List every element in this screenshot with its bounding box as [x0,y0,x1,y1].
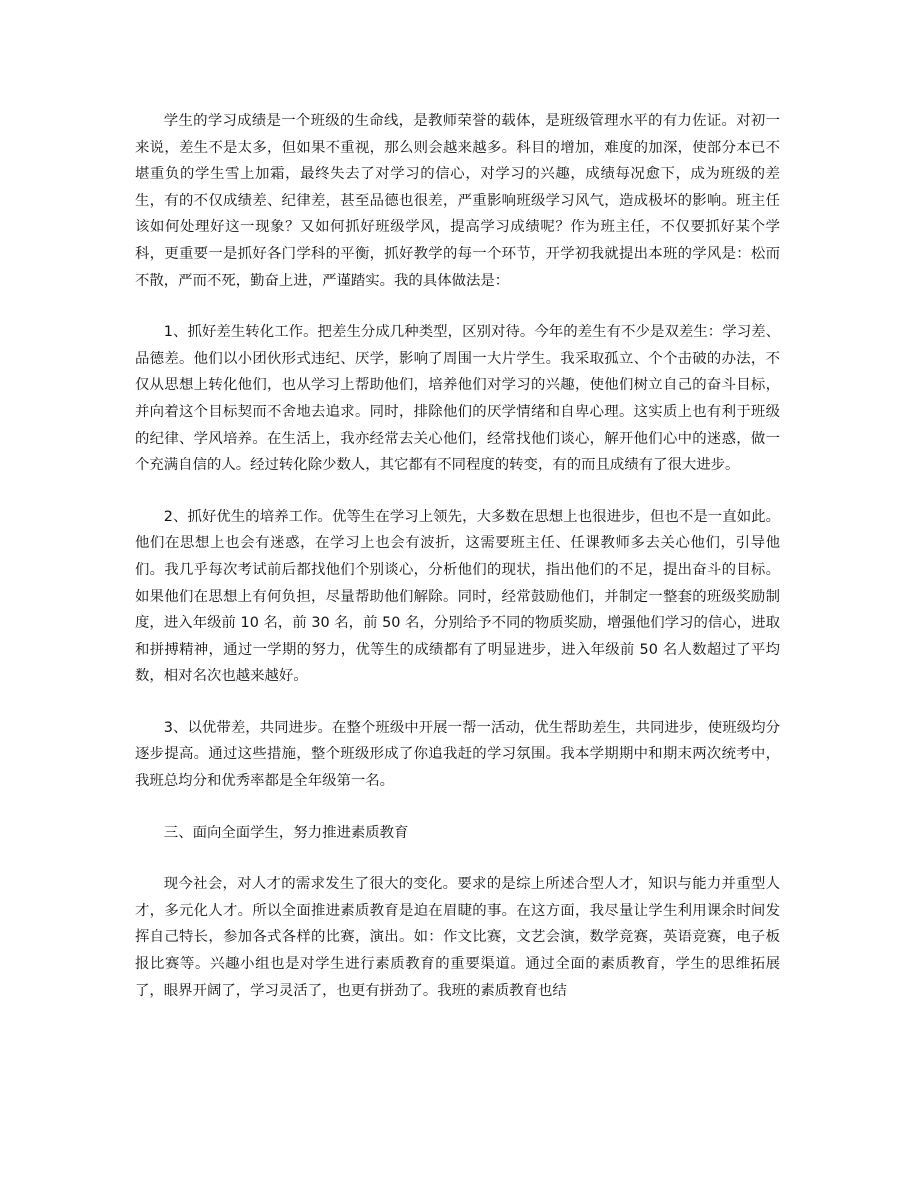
paragraph-point-3: 3、以优带差，共同进步。在整个班级中开展一帮一活动，优生帮助差生，共同进步，使班级均分逐步提高。通过这些措施，整个班级形成了你追我赶的学习氛围。我本学期期中和期末两次统考中，我班总均分和优秀率都是全年级第一名。 [135,719,780,790]
document-body [135,108,780,1004]
paragraph-quality-education: 现今社会，对人才的需求发生了很大的变化。要求的是综上所述合型人才，知识与能力并重型人才，多元化人才。所以全面推进素质教育是迫在眉睫的事。在这方面，我尽量让学生利用课余时间发挥自己特长，参加各式各样的比赛，演出。如：作文比赛，文艺会演，数学竞赛，英语竞赛，电子板报比赛等。兴趣小组也是对学生进行素质教育的重要渠道。通过全面的素质教育，学生的思维拓展了，眼界开阔了，学习灵活了，也更有拼劲了。我班的素质教育也结 [135,876,780,999]
section-heading: 三、面向全面学生，努力推进素质教育 [163,824,409,841]
paragraph-intro: 学生的学习成绩是一个班级的生命线，是教师荣誉的载体，是班级管理水平的有力佐证。对初一来说，差生不是太多，但如果不重视，那么则会越来越多。科目的增加，难度的加深，使部分本已不堪重负的学生雪上加霜，最终失去了对学习的信心，对学习的兴趣，成绩每况愈下，成为班级的差生，有的不仅成绩差、纪律差，甚至品德也很差，严重影响班级学习风气，造成极坏的影响。班主任该如何处理好这一现象？又如何抓好班级学风，提高学习成绩呢？作为班主任，不仅要抓好某个学科，更重要一是抓好各门学科的平衡，抓好教学的每一个环节，开学初我就提出本班的学风是：松而不散，严而不死，勤奋上进，严谨踏实。我的具体做法是： [135,113,780,289]
paragraph-point-1: 1、抓好差生转化工作。把差生分成几种类型，区别对待。今年的差生有不少是双差生：学习差、品德差。他们以小团伙形式违纪、厌学，影响了周围一大片学生。我采取孤立、个个击破的办法，不仅从思想上转化他们，也从学习上帮助他们，培养他们对学习的兴趣，使他们树立自己的奋斗目标，并向着这个目标契而不舍地去追求。同时，排除他们的厌学情绪和自卑心理。这实质上也有利于班级的纪律、学风培养。在生活上，我亦经常去关心他们，经常找他们谈心，解开他们心中的迷惑，做一个充满自信的人。经过转化除少数人，其它都有不同程度的转变，有的而且成绩有了很大进步。 [135,324,780,474]
paragraph-point-2: 2、抓好优生的培养工作。优等生在学习上领先，大多数在思想上也很进步，但也不是一直如此。他们在思想上也会有迷惑，在学习上也会有波折，这需要班主任、任课教师多去关心他们，引导他们。我几乎每次考试前后都找他们个别谈心，分析他们的现状，指出他们的不足，提出奋斗的目标。如果他们在思想上有何负担，尽量帮助他们解除。同时，经常鼓励他们，并制定一整套的班级奖励制度，进入年级前 10 名，前 30 名，前 50 名，分别给予不同的物质奖励，增强他们学习的信心，进取和拼搏精神，通过一学期的努力，优等生的成绩都有了明显进步，进入年级前 50 名人数超过了平均数，相对名次也越来越好。 [135,508,780,685]
